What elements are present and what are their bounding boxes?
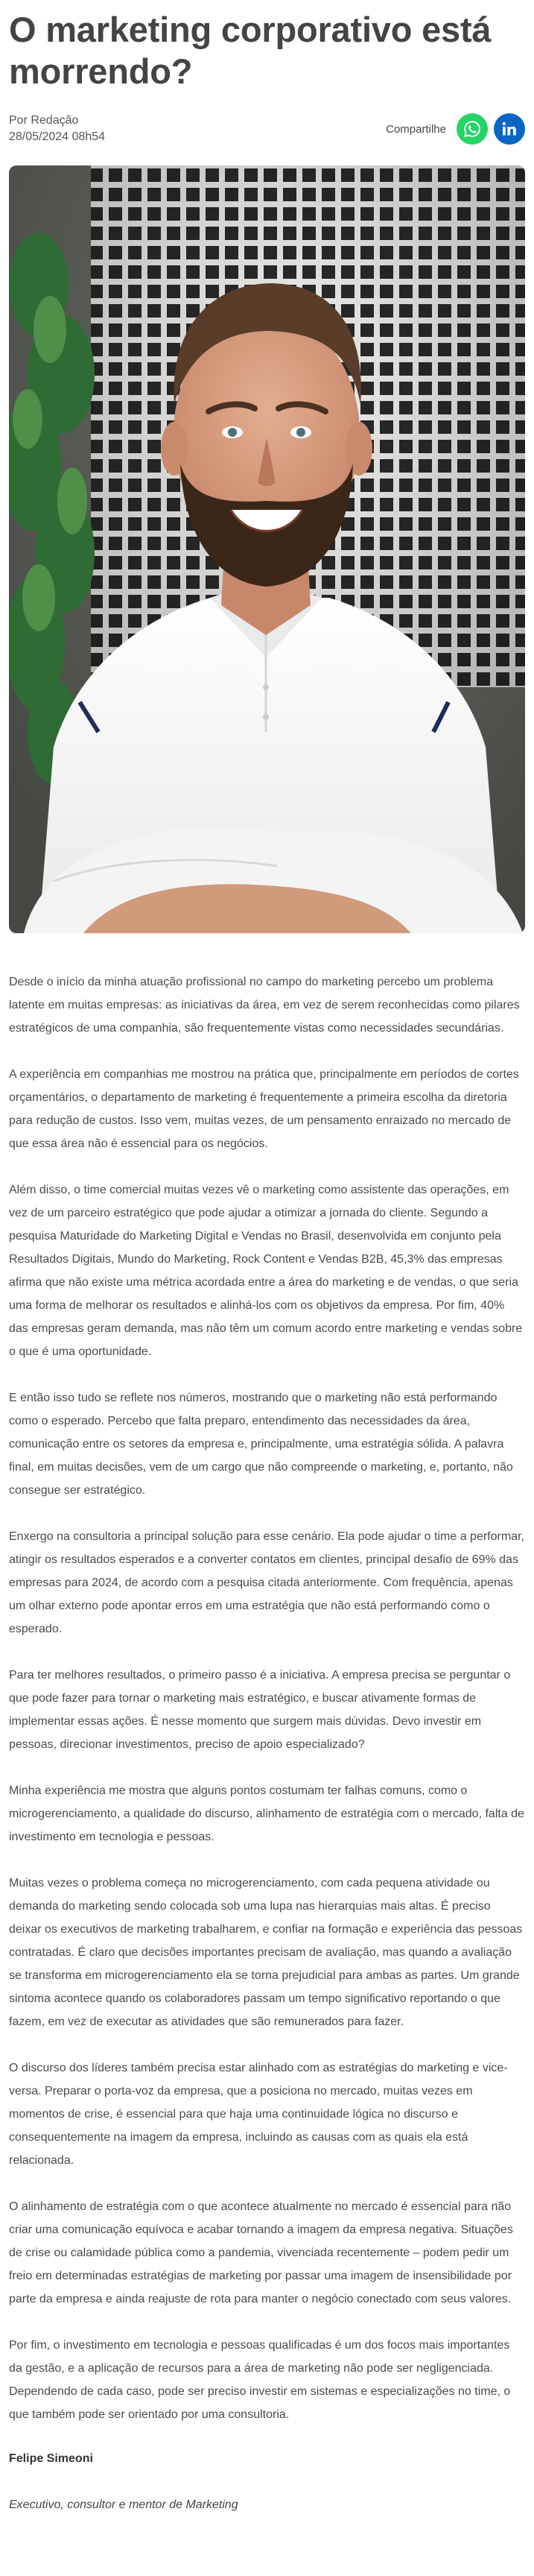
publish-date: 28/05/2024 08h54 <box>9 130 106 143</box>
article-paragraph: O discurso dos líderes também precisa estar alinhado com as estratégias do marketing e vice-versa. Preparar o porta-voz da empresa, que a posiciona no mercado, muitas vezes em momentos de crise, é essencial para que haja uma continuidade lógica no discurso e consequentemente na imagem da empresa, incluindo as causas com as quais ela está relacionada. <box>9 2062 508 2167</box>
whatsapp-icon <box>463 120 481 138</box>
article-paragraph: Por fim, o investimento em tecnologia e pessoas qualificadas é um dos focos mais importantes da gestão, e a aplicação de recursos para a área de marketing não pode ser negligenciada. Dependendo de cada caso, pode ser preciso investir em sistemas e especializações no time, o que também pode ser orientado por uma consultoria. <box>9 2339 511 2421</box>
article-paragraph: A experiência em companhias me mostrou na prática que, principalmente em períodos de cortes orçamentários, o departamento de marketing é frequentemente a primeira escolha da diretoria para redução de custos. Isso vem, muitas vezes, de um pensamento enraizado no mercado de que essa área não é essencial para os negócios. <box>9 1068 519 1150</box>
author-role: Executivo, consultor e mentor de Marketing <box>9 2498 238 2511</box>
author-signature: Felipe Simeoni <box>9 2452 93 2465</box>
article-paragraph: E então isso tudo se reflete nos números, mostrando que o marketing não está performando como o esperado. Percebo que falta preparo, entendimento das necessidades da área, comunicação entre os setores da empresa e, principalmente, uma estratégia sólida. A palavra final, em muitas decisões, vem de um cargo que não compreende o marketing, e, portanto, não consegue ser estratégico. <box>9 1392 513 1497</box>
linkedin-icon <box>500 120 518 138</box>
article-paragraph: O alinhamento de estratégia com o que acontece atualmente no mercado é essencial para não criar uma comunicação equívoca e acabar tornando a imagem da empresa negativa. Situações de crise ou calamidade pública como a pandemia, vivenciada recentemente – podem pedir um freio em determinadas estratégias de marketing por passar uma imagem de insensibilidade por parte da empresa e ainda reajuste de rota para manter o negócio conectado com seus valores. <box>9 2200 513 2305</box>
author-photo <box>9 165 525 933</box>
article-paragraph: Desde o início da minha atuação profissional no campo do marketing percebo um problema latente em muitas empresas: as iniciativas da área, em vez de serem reconhecidas como pilares estratégicos de uma companhia, são frequentemente vistas como necessidades secundárias. <box>9 976 520 1035</box>
share-bar <box>386 113 525 145</box>
article-paragraph: Muitas vezes o problema começa no microgerenciamento, com cada pequena atividade ou demanda do marketing sendo colocada sob uma lupa nas hierarquias mais altas. É preciso deixar os executivos de marketing trabalharem, e confiar na formação e experiência das pessoas contratadas. É claro que decisões importantes precisam de avaliação, mas quando a avaliação se transforma em microgerenciamento ela se torna prejudicial para ambas as partes. Um grande sintoma acontece quando os colaboradores passam um tempo significativo reportando o que fazem, em vez de executar as atividades que são remunerados para fazer. <box>9 1877 523 2028</box>
article-meta <box>9 112 525 146</box>
portrait-illustration <box>9 165 525 933</box>
article-paragraph: Para ter melhores resultados, o primeiro passo é a iniciativa. A empresa precisa se perguntar o que pode fazer para tornar o marketing mais estratégico, e buscar ativamente formas de implementar essas ações. É nesse momento que surgem mais dúvidas. Devo investir em pessoas, direcionar investimentos, preciso de apoio especializado? <box>9 1669 511 1751</box>
author: Por Redação <box>9 114 79 127</box>
whatsapp-share-button[interactable] <box>457 113 488 145</box>
article-paragraph: Além disso, o time comercial muitas vezes vê o marketing como assistente das operações, em vez de um parceiro estratégico que pode ajudar a otimizar a jornada do cliente. Segundo a pesquisa Maturidade do Marketing Digital e Vendas no Brasil, desenvolvida em conjunto pela Resultados Digitais, Mundo do Marketing, Rock Content e Vendas B2B, 45,3% das empresas afirma que não existe uma métrica acordada entre a área do marketing e de vendas, o que seria uma forma de melhorar os resultados e alinhá-los com os objetivos da empresa. Por fim, 40% das empresas geram demanda, mas não têm um comum acordo entre marketing e vendas sobre o que é uma oportunidade. <box>9 1184 523 1358</box>
article-paragraph: Minha experiência me mostra que alguns pontos costumam ter falhas comuns, como o microgerenciamento, a qualidade do discurso, alinhamento de estratégia com o mercado, falta de investimento em tecnologia e pessoas. <box>9 1784 524 1843</box>
linkedin-share-button[interactable] <box>494 113 525 145</box>
article-paragraph: Enxergo na consultoria a principal solução para esse cenário. Ela pode ajudar o time a performar, atingir os resultados esperados e a converter contatos em clientes, principal desafio de 69% das empresas para 2024, de acordo com a pesquisa citada anteriormente. Com frequência, apenas um olhar externo pode apontar erros em uma estratégia que não está performando como o esperado. <box>9 1530 524 1635</box>
share-label: Compartilhe <box>386 122 446 136</box>
article-body <box>9 970 525 2516</box>
byline <box>9 113 105 145</box>
article-title: O marketing corporativo está morrendo? <box>9 10 492 91</box>
